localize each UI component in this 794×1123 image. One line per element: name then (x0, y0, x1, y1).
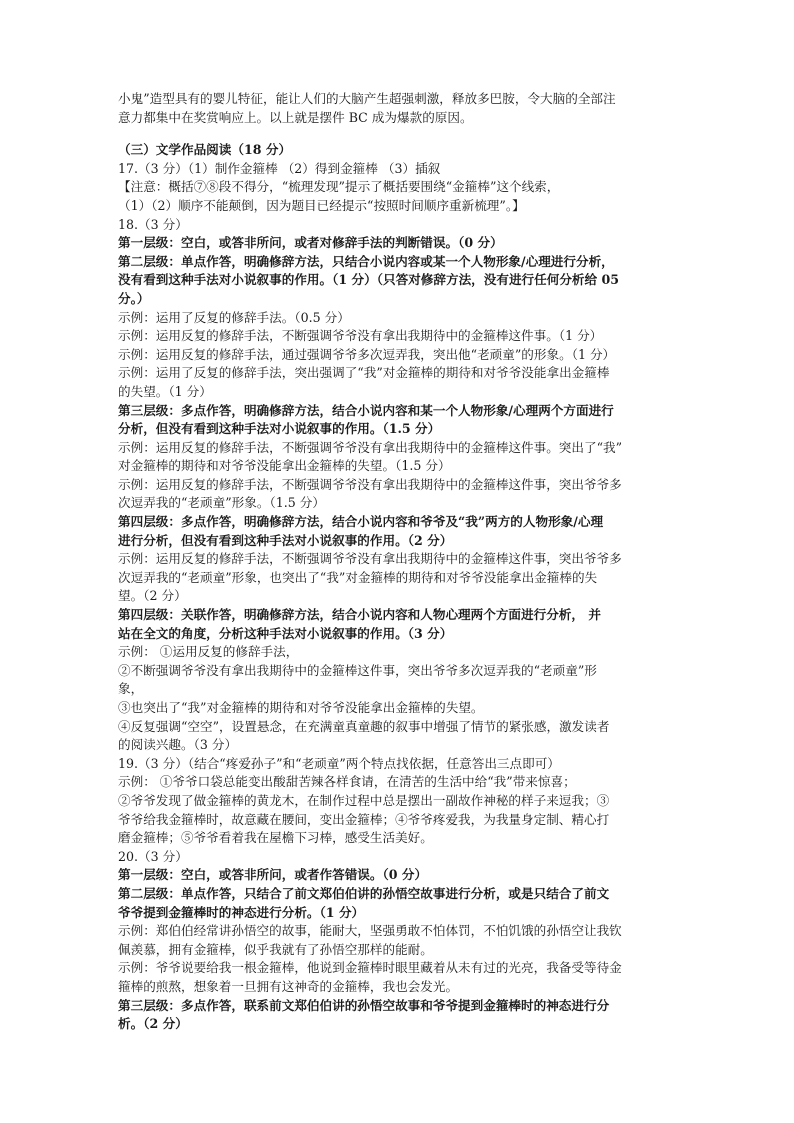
text-line: 20.（3 分） (118, 848, 188, 864)
text-line: 示例： ①运用反复的修辞手法， (118, 644, 299, 660)
text-line: （1）（2）顺序不能颠倒，因为题目已经提示“按照时间顺序重新梳理”。】 (118, 197, 525, 213)
text-line: 示例：郑伯伯经常讲孙悟空的故事，能耐大，坚强勇敢不怕体罚，不怕饥饿的孙悟空让我钦 (118, 923, 622, 939)
bold-text-line: 析。（2 分） (118, 1016, 188, 1032)
text-line: 的失望。（1 分） (118, 383, 212, 399)
text-line: ④反复强调“空空”，设置悬念，在充满童真童趣的叙事中增强了情节的紧张感，激发读者 (118, 718, 610, 734)
text-line: 爷爷给我金箍棒时，故意藏在腰间，变出金箍棒；④爷爷疼爱我，为我量身定制、精心打 (118, 811, 610, 827)
bold-text-line: 爷爷提到金箍棒时的神态进行分析。（1 分） (118, 904, 365, 920)
bold-text-line: 第四层级：多点作答，明确修辞方法，结合小说内容和爷爷及“我”两方的人物形象/心理 (118, 514, 604, 530)
text-line: 19.（3 分）（结合“疼爱孙子”和“老顽童”两个特点找依据，任意答出三点即可） (118, 755, 560, 771)
answer-key-content (118, 90, 678, 1034)
text-line: ②不断强调爷爷没有拿出我期待中的金箍棒这件事，突出爷爷多次逗弄我的“老顽童”形 (118, 662, 597, 678)
text-line: 次逗弄我的“老顽童”形象。（1.5 分） (118, 495, 325, 511)
bold-text-line: 第一层级：空白，或答非所问，或者作答错误。（0 分） (118, 867, 428, 883)
text-line: 18.（3 分） (118, 216, 188, 232)
text-line: 17.（3 分）（1）制作金箍棒 （2）得到金箍棒 （3）插叙 (118, 160, 441, 176)
text-line: 对金箍棒的期待和对爷爷没能拿出金箍棒的失望。（1.5 分） (118, 458, 451, 474)
text-line: 示例：运用反复的修辞手法，不断强调爷爷没有拿出我期待中的金箍棒这件事。（1 分） (118, 328, 603, 344)
bold-text-line: 第二层级：单点作答，明确修辞方法，只结合小说内容或某一个人物形象/心理进行分析， (118, 253, 614, 269)
text-line: 的阅读兴趣。（3 分） (118, 737, 238, 753)
paragraph-gap (118, 127, 678, 141)
text-line: 示例：运用反复的修辞手法，不断强调爷爷没有拿出我期待中的金箍棒这件事。突出了“我” (118, 439, 623, 455)
text-line: 示例： ①爷爷口袋总能变出酸甜苦辣各样食请，在清苦的生活中给“我”带来惊喜； (118, 774, 576, 790)
text-line: ③也突出了“我”对金箍棒的期待和对爷爷没能拿出金箍棒的失望。 (118, 700, 484, 715)
text-line: 象， (118, 681, 144, 697)
bold-text-line: （三）文学作品阅读（18 分） (118, 142, 292, 158)
text-line: 示例：运用反复的修辞手法，通过强调爷爷多次逗弄我，突出他“老顽童”的形象。（1 分） (118, 346, 616, 362)
text-line: 意力都集中在奖赏响应上。以上就是摆件 BC 成为爆款的原因。 (118, 109, 473, 125)
bold-text-line: 第三层级：多点作答，明确修辞方法，结合小说内容和某一个人物形象/心理两个方面进行 (118, 402, 614, 418)
bold-text-line: 分。） (118, 290, 150, 306)
bold-text-line: 进行分析，但没有看到这种手法对小说叙事的作用。（2 分） (118, 532, 453, 548)
text-line: 佩羡慕，拥有金箍棒，似乎我就有了孙悟空那样的能耐。 (118, 941, 433, 957)
text-line: 示例：爷爷说要给我一根金箍棒，他说到金箍棒时眼里藏着从未有过的光亮，我备受等待金 (118, 960, 622, 976)
bold-text-line: 没有看到这种手法对小说叙事的作用。（1 分）（只答对修辞方法，没有进行任何分析给 05 (118, 272, 620, 288)
bold-text-line: 分析，但没有看到这种手法对小说叙事的作用。（1.5 分） (118, 421, 441, 437)
bold-text-line: 站在全文的角度，分析这种手法对小说叙事的作用。（3 分） (118, 625, 453, 641)
bold-text-line: 第三层级：多点作答，联系前文郑伯伯讲的孙悟空故事和爷爷提到金箍棒时的神态进行分 (118, 997, 610, 1013)
bold-text-line: 第一层级：空白，或答非所问，或者对修辞手法的判断错误。（0 分） (118, 235, 503, 251)
text-line: 次逗弄我的“老顽童”形象，也突出了“我”对金箍棒的期待和对爷爷没能拿出金箍棒的失 (118, 569, 598, 585)
text-line: 箍棒的煎熬，想象着一旦拥有这神奇的金箍棒，我也会发光。 (118, 978, 459, 994)
text-line: 【注意：概括⑦⑧段不得分，“梳理发现”提示了概括要围绕“金箍棒”这个线索， (118, 179, 560, 195)
text-line: 磨金箍棒；⑤爷爷看着我在屋檐下习棒，感受生活美好。 (118, 830, 433, 846)
text-line: 望。（2 分） (118, 588, 187, 604)
bold-text-line: 第四层级：关联作答，明确修辞方法，结合小说内容和人物心理两个方面进行分析， 并 (118, 607, 601, 623)
text-line: 小鬼”造型具有的婴儿特征，能让人们的大脑产生超强刺激，释放多巴胺，令大脑的全部注 (118, 91, 616, 106)
text-line: 示例：运用了反复的修辞手法。（0.5 分） (118, 309, 350, 325)
text-line: 示例：运用了反复的修辞手法，突出强调了“我”对金箍棒的期待和对爷爷没能拿出金箍棒 (118, 365, 610, 381)
bold-text-line: 第二层级：单点作答，只结合了前文郑伯伯讲的孙悟空故事进行分析，或是只结合了前文 (118, 885, 610, 901)
text-line: ②爷爷发现了做金箍棒的黄龙木，在制作过程中总是摆出一副故作神秘的样子来逗我；③ (118, 792, 610, 808)
text-line: 示例：运用反复的修辞手法，不断强调爷爷没有拿出我期待中的金箍棒这件事，突出爷爷多 (118, 551, 622, 567)
text-line: 示例：运用反复的修辞手法，不断强调爷爷没有拿出我期待中的金箍棒这件事，突出爷爷多 (118, 476, 622, 492)
